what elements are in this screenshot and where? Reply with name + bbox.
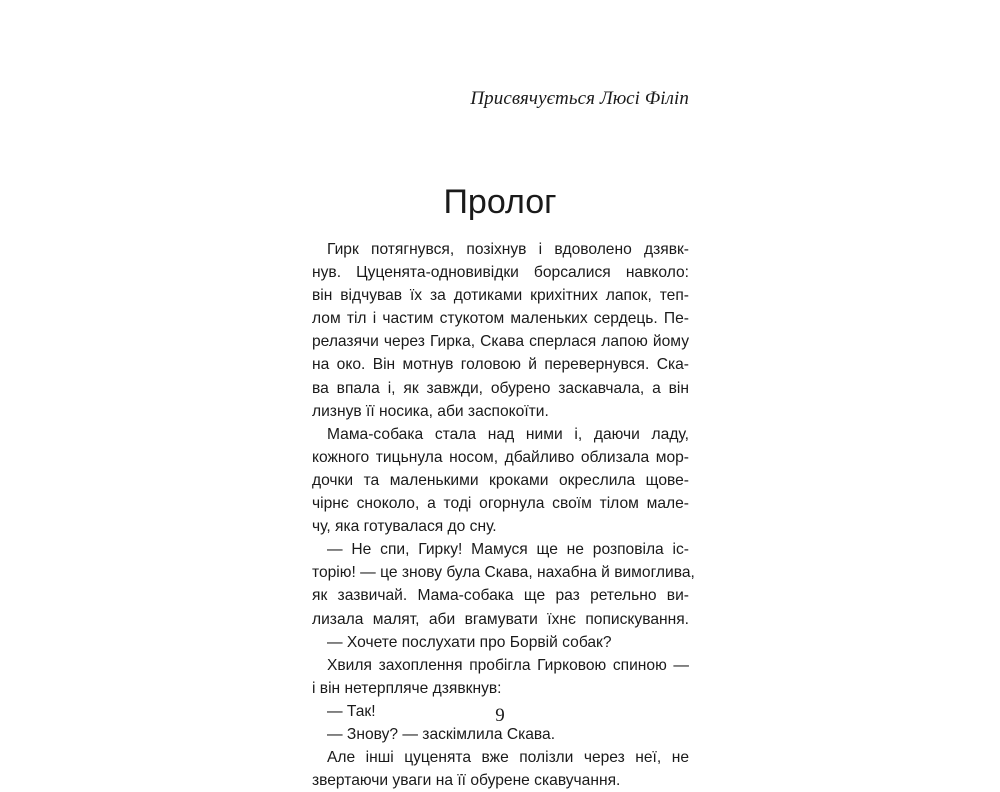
text-line: — Не спи, Гирку! Мамуся ще не розповіла іс-	[327, 541, 689, 559]
chapter-title: Пролог	[443, 183, 557, 221]
text-line: чірнє сноколо, а тоді огорнула своїм тілом мале-	[312, 495, 689, 513]
text-line: Мама-собака стала над ними і, даючи ладу,	[327, 425, 689, 443]
text-line: лом тіл і частим стукотом маленьких сердець. Пе-	[312, 310, 689, 328]
text-line: — Так!	[327, 702, 376, 720]
text-line: звертаючи уваги на її обурене скавучання.	[312, 772, 621, 790]
text-line: — Знову? — заскімлила Скава.	[327, 725, 556, 743]
text-line: він відчував їх за дотиками крихітних лапок, теп-	[312, 287, 689, 305]
text-line: Хвиля захоплення пробігла Гирковою спиною —	[327, 656, 689, 674]
page-number: 9	[495, 705, 505, 726]
text-line: і він нетерпляче дзявкнув:	[312, 679, 502, 697]
text-line: релазячи через Гирка, Скава сперлася лапою йому	[312, 333, 689, 351]
text-line: дочки та маленькими кроками окреслила щове-	[312, 471, 689, 489]
text-line: ва впала і, як завжди, обурено заскавчала, а він	[312, 379, 689, 397]
text-line: — Хочете послухати про Борвій собак?	[327, 633, 612, 651]
text-line: на око. Він мотнув головою й перевернувся. Ска-	[312, 356, 689, 374]
text-line: торію! — це знову була Скава, нахабна й вимоглива,	[312, 564, 695, 582]
text-line: лизнув її носика, аби заспокоїти.	[312, 402, 549, 420]
text-line: нув. Цуценята-одновивідки борсалися навколо:	[312, 264, 689, 282]
text-line: чу, яка готувалася до сну.	[312, 518, 497, 536]
text-line: Але інші цуценята вже полізли через неї, не	[327, 749, 689, 767]
text-line: кожного тицьнула носом, дбайливо облизала мор-	[312, 448, 689, 466]
text-line: Гирк потягнувся, позіхнув і вдоволено дзявк-	[327, 241, 689, 258]
text-line: лизала малят, аби вгамувати їхнє попискування.	[312, 610, 689, 628]
dedication: Присвячується Люсі Філіп	[470, 88, 689, 109]
text-line: як зазвичай. Мама-собака ще раз ретельно ви-	[312, 587, 689, 605]
